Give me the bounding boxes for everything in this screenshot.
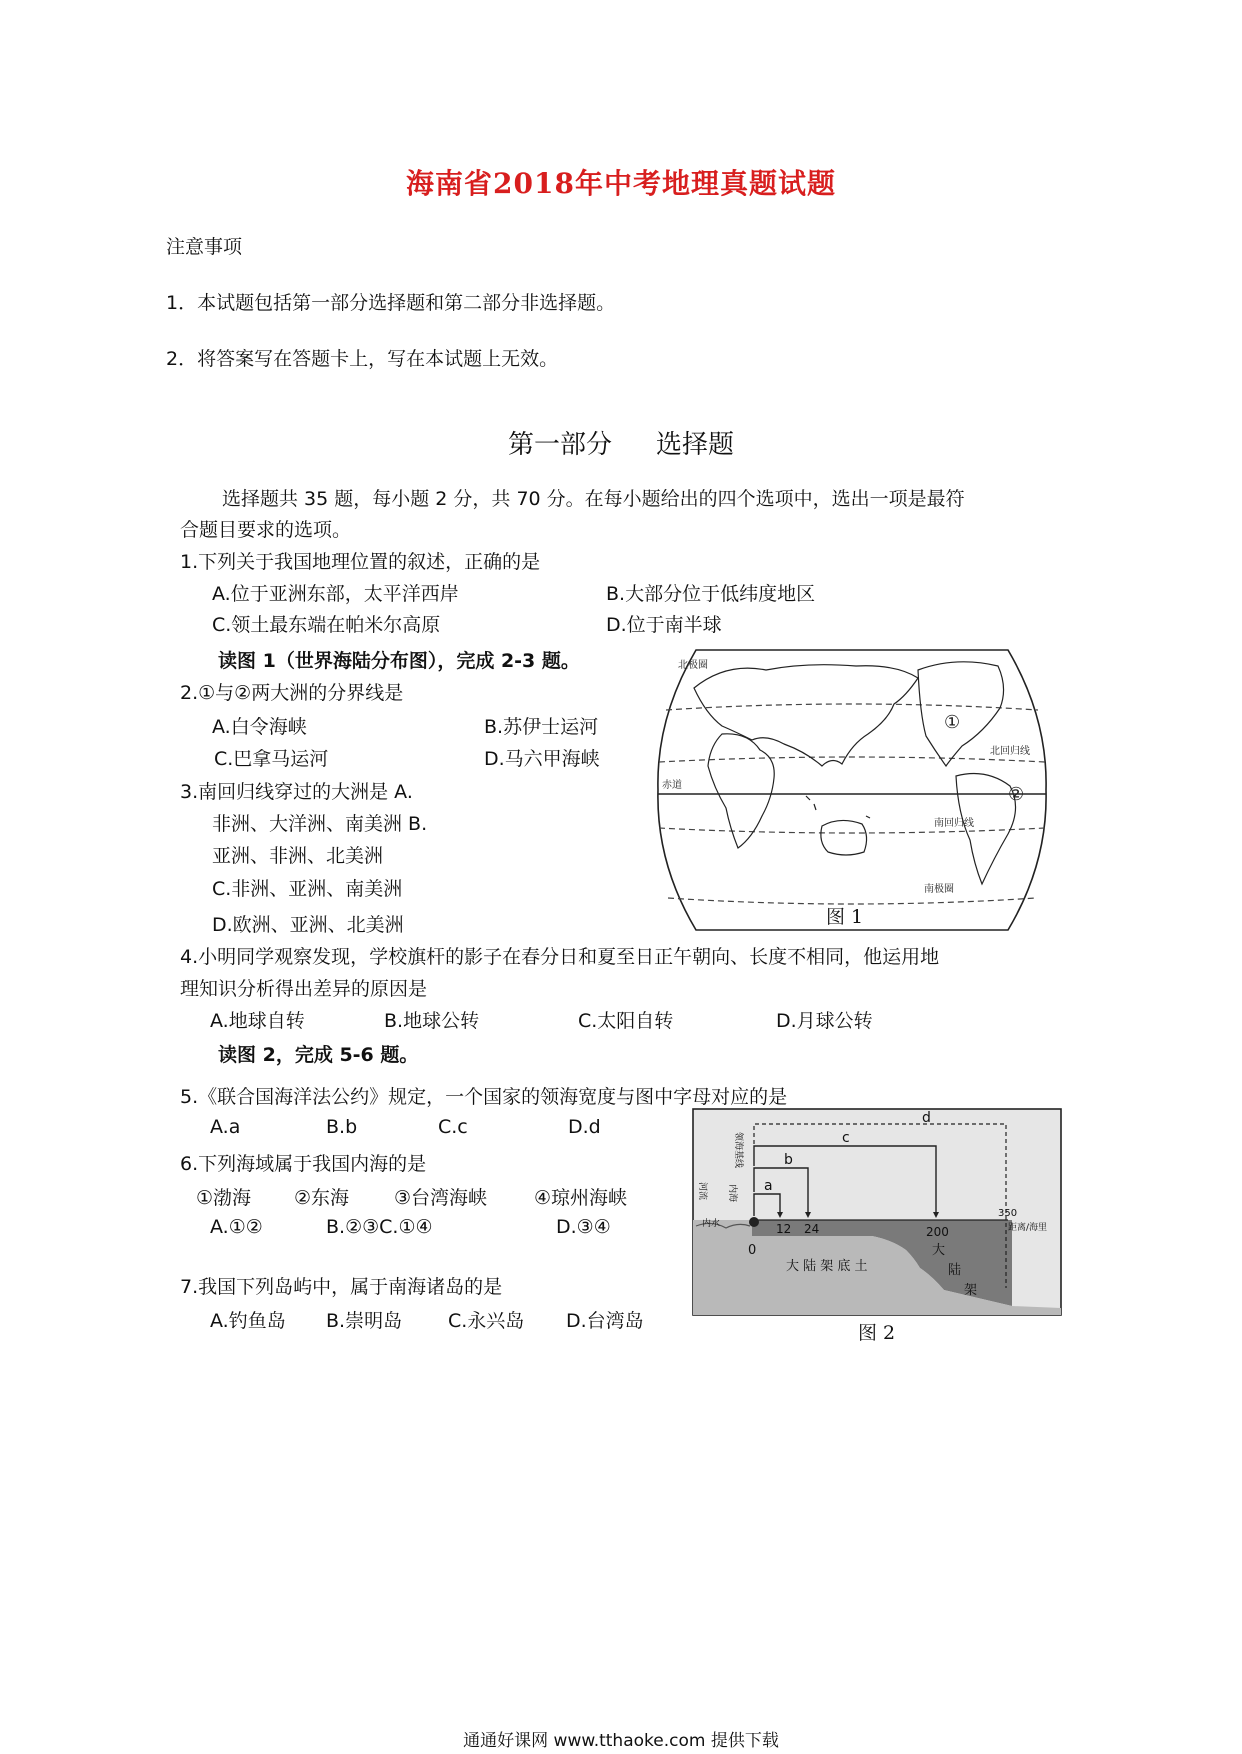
label-0: 0 [748, 1243, 757, 1258]
south-pole-label: 南极圈 [924, 884, 954, 895]
tropic-capricorn-label: 南回归线 [934, 818, 974, 829]
shelf-label-1: 大 [932, 1243, 946, 1258]
q7-option-c: C.永兴岛 [448, 1310, 525, 1332]
label-b: b [784, 1152, 793, 1168]
north-pole-label: 北极圈 [678, 660, 708, 671]
q3-line-4: C.非洲、亚洲、南美洲 [212, 878, 403, 900]
q1-option-d: D.位于南半球 [606, 614, 722, 636]
q4-option-a: A.地球自转 [210, 1010, 305, 1032]
q2-option-d: D.马六甲海峡 [484, 748, 600, 770]
q5-option-d: D.d [568, 1116, 601, 1138]
q1-option-c: C.领土最东端在帕米尔高原 [212, 614, 441, 636]
label-200: 200 [926, 1225, 949, 1239]
q3-line-1: 3.南回归线穿过的大洲是 A. [180, 781, 413, 803]
river-label-group [697, 1182, 709, 1200]
q3-line-3: 亚洲、非洲、北美洲 [212, 845, 384, 867]
shelf-label-2: 陆 [948, 1263, 962, 1278]
figure-2-caption: 图 2 [858, 1322, 896, 1344]
inner-water-label: 内水 [702, 1219, 721, 1229]
shelf-label-3: 架 [964, 1283, 978, 1298]
baseline-label: 领海基线 [733, 1132, 743, 1169]
section-name: 选择题 [656, 430, 735, 460]
q2-stem: 2.①与②两大洲的分界线是 [180, 682, 404, 704]
q4-option-c: C.太阳自转 [578, 1010, 674, 1032]
q2-option-b: B.苏伊士运河 [484, 716, 599, 738]
q6-item-2: ②东海 [294, 1187, 350, 1209]
q1-option-a: A.位于亚洲东部，太平洋西岸 [212, 583, 459, 605]
label-12: 12 [776, 1222, 792, 1236]
figure-2-sea-zones [692, 1108, 1062, 1316]
read-figure-2: 读图 2，完成 5-6 题。 [218, 1044, 419, 1066]
q7-option-d: D.台湾岛 [566, 1310, 644, 1332]
q7-option-a: A.钓鱼岛 [210, 1310, 286, 1332]
continent-mark-1: ① [944, 712, 961, 733]
label-24: 24 [804, 1222, 820, 1236]
section-heading [0, 424, 1242, 461]
label-c: c [842, 1130, 850, 1146]
q5-option-c: C.c [438, 1116, 468, 1138]
q6-item-1: ①渤海 [196, 1187, 252, 1209]
read-figure-1: 读图 1（世界海陆分布图），完成 2-3 题。 [218, 650, 580, 672]
equator-label: 赤道 [662, 780, 682, 791]
q6-option-a: A.①② [210, 1216, 263, 1238]
shelf-base-label: 大 陆 架 底 土 [786, 1259, 868, 1274]
inland-sea-label-group [727, 1184, 739, 1202]
q6-stem: 6.下列海域属于我国内海的是 [180, 1153, 427, 1175]
q3-line-2: 非洲、大洋洲、南美洲 B. [212, 813, 428, 835]
section-part: 第一部分 [507, 430, 612, 460]
figure-1-caption: 图 1 [826, 906, 864, 928]
q6-item-4: ④琼州海峡 [534, 1187, 628, 1209]
intro-line-1: 选择题共 35 题，每小题 2 分，共 70 分。在每小题给出的四个选项中，选出一项是最符 [222, 488, 965, 510]
label-350: 350 [998, 1208, 1018, 1219]
intro-line-2: 合题目要求的选项。 [180, 519, 352, 541]
q6-option-d: D.③④ [556, 1216, 611, 1238]
notes-heading: 注意事项 [166, 236, 243, 258]
q5-stem: 5.《联合国海洋法公约》规定，一个国家的领海宽度与图中字母对应的是 [180, 1086, 788, 1108]
q5-option-b: B.b [326, 1116, 358, 1138]
q4-line-1: 4.小明同学观察发现，学校旗杆的影子在春分日和夏至日正午朝向、长度不相同，他运用地 [180, 946, 940, 968]
label-a: a [764, 1178, 773, 1194]
q7-option-b: B.崇明岛 [326, 1310, 403, 1332]
q2-option-a: A.白令海峡 [212, 716, 307, 738]
q4-option-d: D.月球公转 [776, 1010, 873, 1032]
q4-line-2: 理知识分析得出差异的原因是 [180, 978, 428, 1000]
q1-option-b: B.大部分位于低纬度地区 [606, 583, 816, 605]
note-item-1: 1．本试题包括第一部分选择题和第二部分非选择题。 [166, 292, 616, 314]
figure-1-world-map [656, 648, 1048, 932]
q4-option-b: B.地球公转 [384, 1010, 480, 1032]
baseline-point [749, 1217, 759, 1227]
q5-option-a: A.a [210, 1116, 241, 1138]
distance-unit-label: 距离/海里 [1008, 1223, 1048, 1233]
page-title: 海南省2018年中考地理真题试题 [406, 167, 836, 200]
q6-item-3: ③台湾海峡 [394, 1187, 488, 1209]
q6-option-bc: B.②③C.①④ [326, 1216, 433, 1238]
q2-option-c: C.巴拿马运河 [214, 748, 329, 770]
inland-sea-label: 内海 [727, 1184, 737, 1203]
note-item-2: 2．将答案写在答题卡上，写在本试题上无效。 [166, 348, 559, 370]
baseline-label-group [733, 1132, 745, 1168]
q3-line-5: D.欧洲、亚洲、北美洲 [212, 914, 404, 936]
q1-stem: 1.下列关于我国地理位置的叙述，正确的是 [180, 551, 541, 573]
river-label: 河流 [697, 1182, 707, 1201]
page-footer: 通通好课网 www.tthaoke.com 提供下载 [463, 1731, 779, 1751]
q7-stem: 7.我国下列岛屿中，属于南海诸岛的是 [180, 1276, 503, 1298]
tropic-cancer-label: 北回归线 [990, 746, 1030, 757]
label-d: d [922, 1110, 931, 1126]
continent-mark-2: ② [1008, 784, 1025, 805]
